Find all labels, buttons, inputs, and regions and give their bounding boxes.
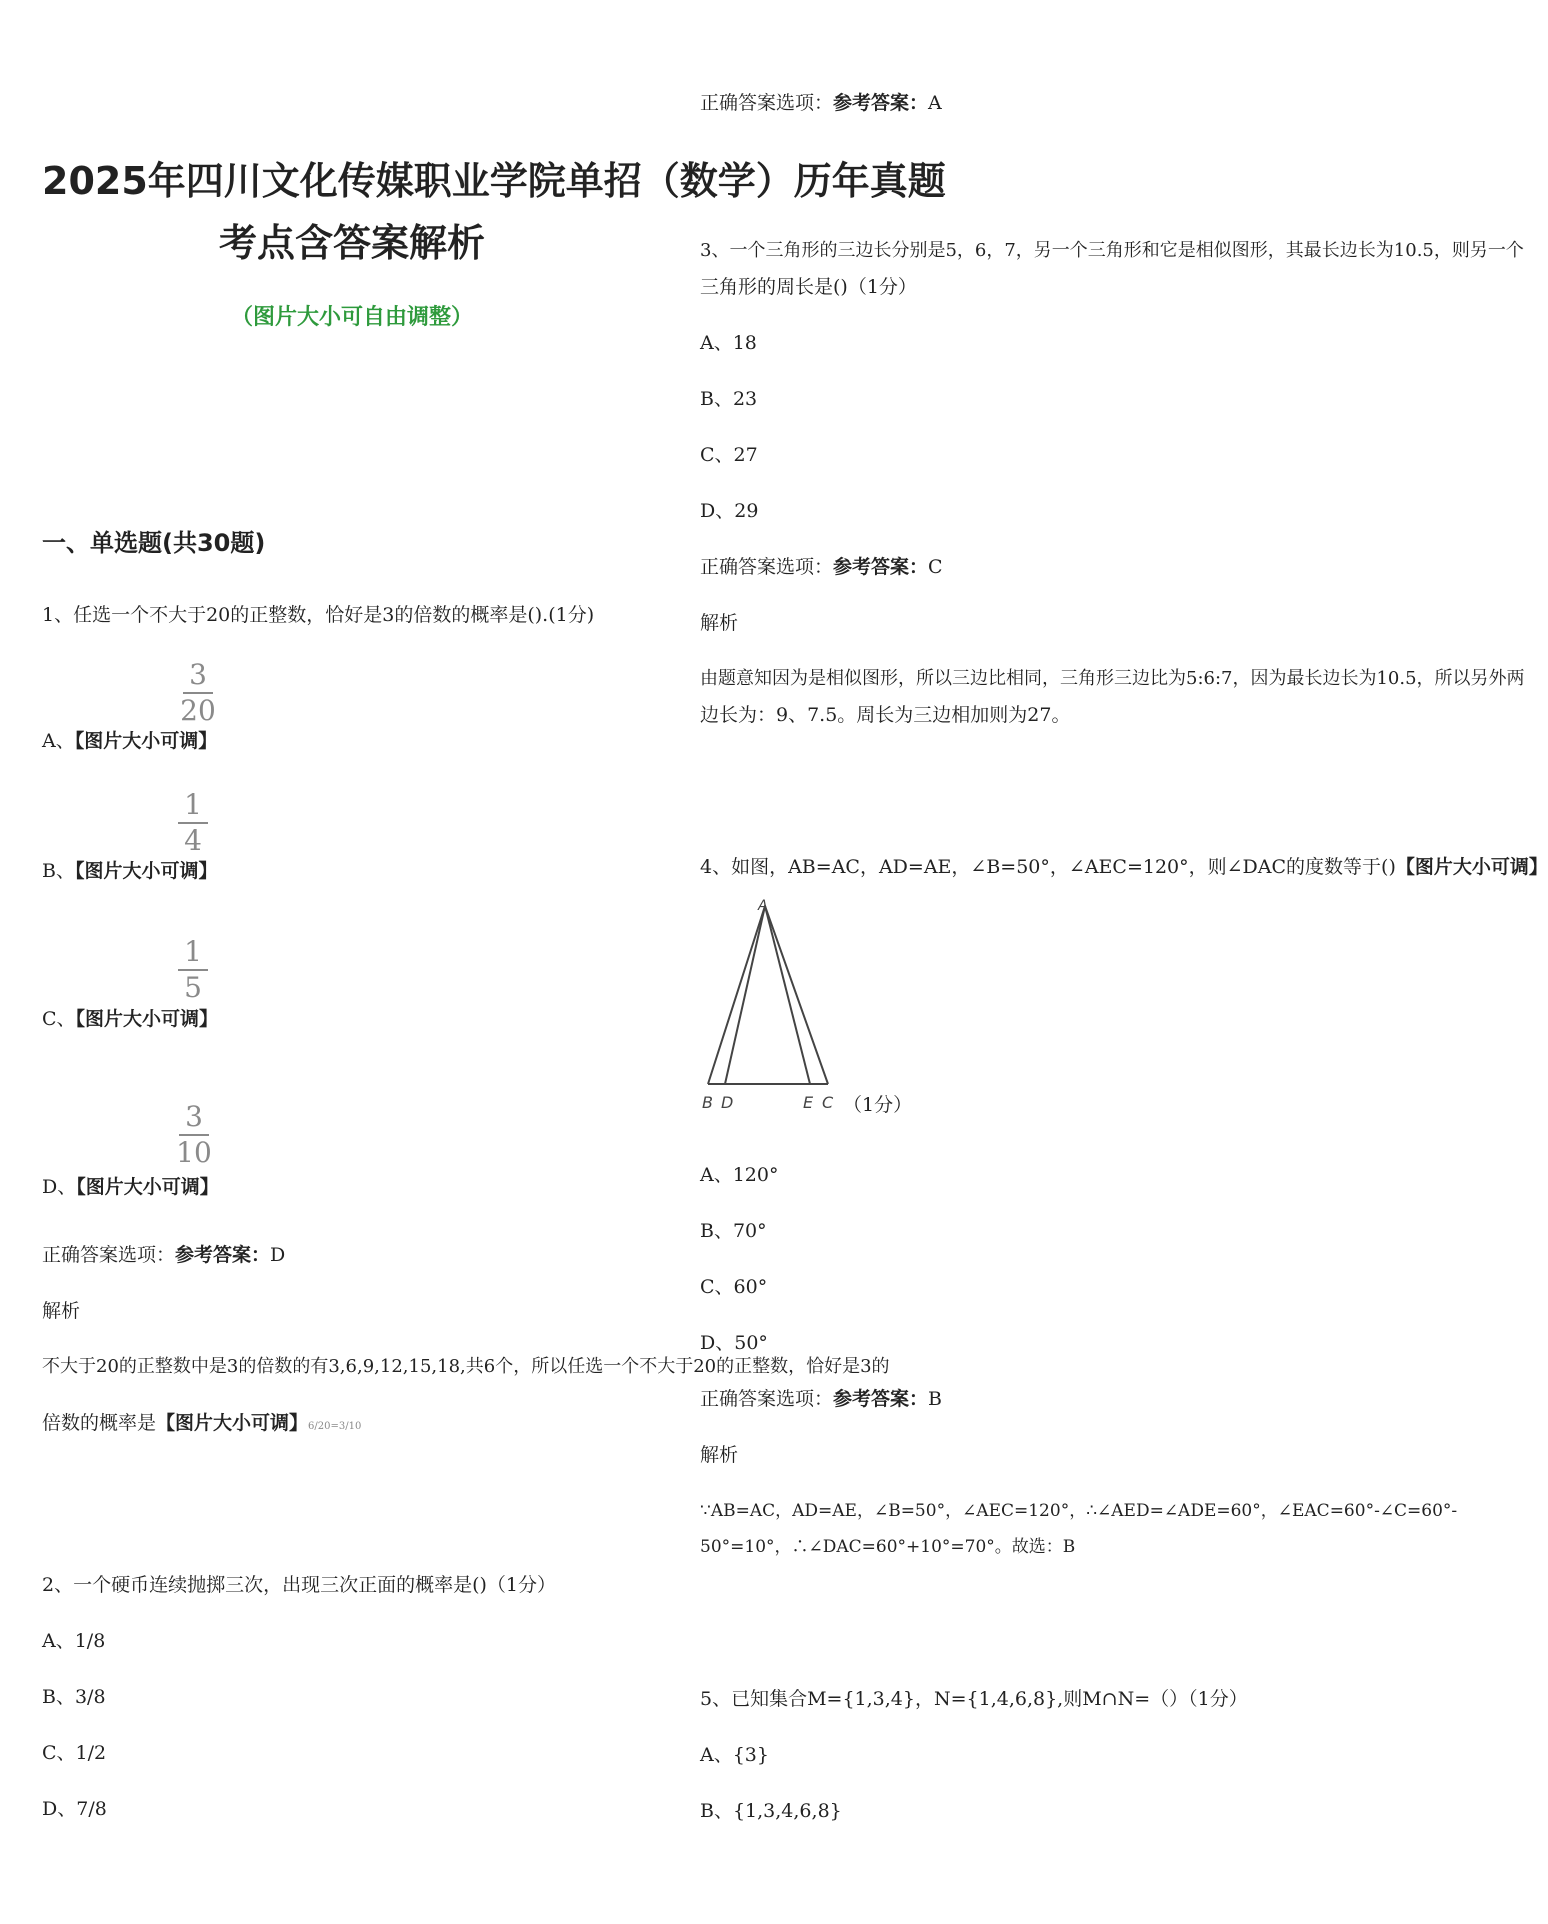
q4-analysis-label: 解析 bbox=[700, 1444, 739, 1466]
q5-stem: 5、已知集合M={1,3,4}，N={1,4,6,8},则M∩N=（）（1分） bbox=[700, 1688, 1248, 1710]
q3-analysis-line2: 边长为：9、7.5。周长为三边相加则为27。 bbox=[700, 704, 1071, 726]
q3-analysis-label: 解析 bbox=[700, 612, 739, 634]
q1-answer bbox=[42, 1240, 285, 1270]
q1-analysis-label: 解析 bbox=[42, 1300, 81, 1322]
q2-option-b: B、3/8 bbox=[42, 1686, 106, 1708]
answer-label: 参考答案： bbox=[833, 556, 929, 578]
q1-option-a-numerator: 3 bbox=[189, 658, 207, 691]
q1-option-b-numerator: 1 bbox=[184, 788, 202, 821]
answer-label: 参考答案： bbox=[175, 1244, 271, 1266]
q1-analysis-tiny-fraction: 6/20=3/10 bbox=[308, 1421, 362, 1432]
q1-option-a-img-placeholder: 【图片大小可调】 bbox=[74, 730, 218, 752]
answer-label: 参考答案： bbox=[833, 92, 929, 114]
q1-option-c-numerator: 1 bbox=[184, 935, 202, 968]
q1-option-a-fraction bbox=[179, 660, 217, 726]
q3-answer-value: C bbox=[928, 556, 943, 578]
q1-option-b-letter: B、 bbox=[42, 860, 75, 882]
q1-analysis-text: 倍数的概率是 bbox=[42, 1412, 157, 1434]
q1-option-d-denominator: 10 bbox=[176, 1136, 212, 1169]
q1-option-d-letter: D、 bbox=[42, 1176, 77, 1198]
q3-analysis-line1: 由题意知因为是相似图形，所以三边比相同，三角形三边比为5:6:7，因为最长边长为10.5，所以另外两 bbox=[700, 668, 1525, 689]
q1-answer-value: D bbox=[270, 1244, 286, 1266]
q4-analysis-line2: 50°=10°，∴∠DAC=60°+10°=70°。故选：B bbox=[700, 1537, 1076, 1557]
q2-option-d: D、7/8 bbox=[42, 1798, 107, 1820]
q3-stem-line2: 三角形的周长是()（1分） bbox=[700, 276, 917, 298]
q1-option-a bbox=[42, 726, 217, 756]
q4-option-c: C、60° bbox=[700, 1276, 768, 1298]
q4-answer-value: B bbox=[928, 1388, 942, 1410]
segment-ad bbox=[725, 906, 765, 1084]
answer-prefix: 正确答案选项： bbox=[42, 1244, 176, 1266]
q1-option-b-denominator: 4 bbox=[184, 824, 202, 857]
q4-option-a: A、120° bbox=[700, 1164, 779, 1186]
label-b: B bbox=[702, 1093, 713, 1112]
q4-option-b: B、70° bbox=[700, 1220, 767, 1242]
q3-option-c: C、27 bbox=[700, 444, 758, 466]
q2-option-a: A、1/8 bbox=[42, 1630, 106, 1652]
q3-option-a: A、18 bbox=[700, 332, 757, 354]
q5-option-a: A、{3} bbox=[700, 1744, 769, 1766]
answer-prefix: 正确答案选项： bbox=[700, 556, 834, 578]
q4-score: （1分） bbox=[843, 1094, 913, 1116]
q2-answer bbox=[700, 88, 942, 118]
q1-option-a-denominator: 20 bbox=[180, 694, 216, 727]
label-d: D bbox=[721, 1093, 734, 1112]
q1-option-c bbox=[42, 1004, 218, 1034]
document-subtitle: （图片大小可自由调整） bbox=[230, 304, 473, 330]
document-title-line1: 2025年四川文化传媒职业学院单招（数学）历年真题 bbox=[42, 159, 946, 203]
q1-option-c-letter: C、 bbox=[42, 1008, 76, 1030]
answer-prefix: 正确答案选项： bbox=[700, 1388, 834, 1410]
q2-option-c: C、1/2 bbox=[42, 1742, 107, 1764]
q1-option-d-numerator: 3 bbox=[185, 1100, 203, 1133]
label-c: C bbox=[822, 1093, 834, 1112]
q5-option-b: B、{1,3,4,6,8} bbox=[700, 1800, 842, 1822]
q4-stem-text: 4、如图，AB=AC，AD=AE，∠B=50°，∠AEC=120°，则∠DAC的度数等于() bbox=[700, 856, 1396, 878]
triangle-abc bbox=[708, 906, 828, 1084]
q3-option-b: B、23 bbox=[700, 388, 758, 410]
q1-analysis-img-placeholder: 【图片大小可调】 bbox=[156, 1412, 309, 1434]
q1-option-c-fraction bbox=[174, 937, 212, 1003]
answer-prefix: 正确答案选项： bbox=[700, 92, 834, 114]
section-heading: 一、单选题(共30题) bbox=[42, 529, 266, 557]
q2-stem: 2、一个硬币连续抛掷三次，出现三次正面的概率是()（1分） bbox=[42, 1574, 557, 1596]
q4-analysis-line1: ∵AB=AC，AD=AE，∠B=50°，∠AEC=120°，∴∠AED=∠ADE=60°，∠EAC=60°-∠C=60°- bbox=[700, 1501, 1458, 1521]
q1-option-d-img-placeholder: 【图片大小可调】 bbox=[76, 1176, 219, 1198]
document-title-line2: 考点含答案解析 bbox=[218, 221, 485, 265]
q1-analysis-line1: 不大于20的正整数中是3的倍数的有3,6,9,12,15,18,共6个，所以任选一个不大于20的正整数，恰好是3的 bbox=[42, 1356, 890, 1377]
q4-stem-img-placeholder: 【图片大小可调】 bbox=[1395, 856, 1548, 878]
q1-option-c-denominator: 5 bbox=[184, 971, 202, 1004]
q1-option-b-fraction bbox=[174, 790, 212, 856]
q4-triangle-figure bbox=[700, 896, 850, 1116]
q1-stem: 1、任选一个不大于20的正整数，恰好是3的倍数的概率是().(1分) bbox=[42, 604, 595, 626]
q1-analysis-line2 bbox=[42, 1408, 361, 1442]
q1-option-a-letter: A、 bbox=[42, 730, 75, 752]
q1-option-c-img-placeholder: 【图片大小可调】 bbox=[75, 1008, 219, 1030]
q3-stem-line1: 3、一个三角形的三边长分别是5，6，7，另一个三角形和它是相似图形，其最长边长为10.5，则另一个 bbox=[700, 240, 1524, 261]
q1-option-b-img-placeholder: 【图片大小可调】 bbox=[74, 860, 218, 882]
segment-ae bbox=[765, 906, 810, 1084]
q2-answer-value: A bbox=[928, 92, 942, 114]
q1-option-d bbox=[42, 1172, 219, 1202]
q3-option-d: D、29 bbox=[700, 500, 759, 522]
q1-option-d-fraction bbox=[175, 1102, 213, 1168]
label-e: E bbox=[803, 1093, 814, 1112]
label-a: A bbox=[758, 898, 768, 914]
q1-option-b bbox=[42, 856, 217, 886]
answer-label: 参考答案： bbox=[833, 1388, 929, 1410]
q4-option-d: D、50° bbox=[700, 1332, 768, 1354]
q3-answer bbox=[700, 552, 943, 582]
q4-answer bbox=[700, 1384, 942, 1414]
q4-stem bbox=[700, 852, 1548, 882]
